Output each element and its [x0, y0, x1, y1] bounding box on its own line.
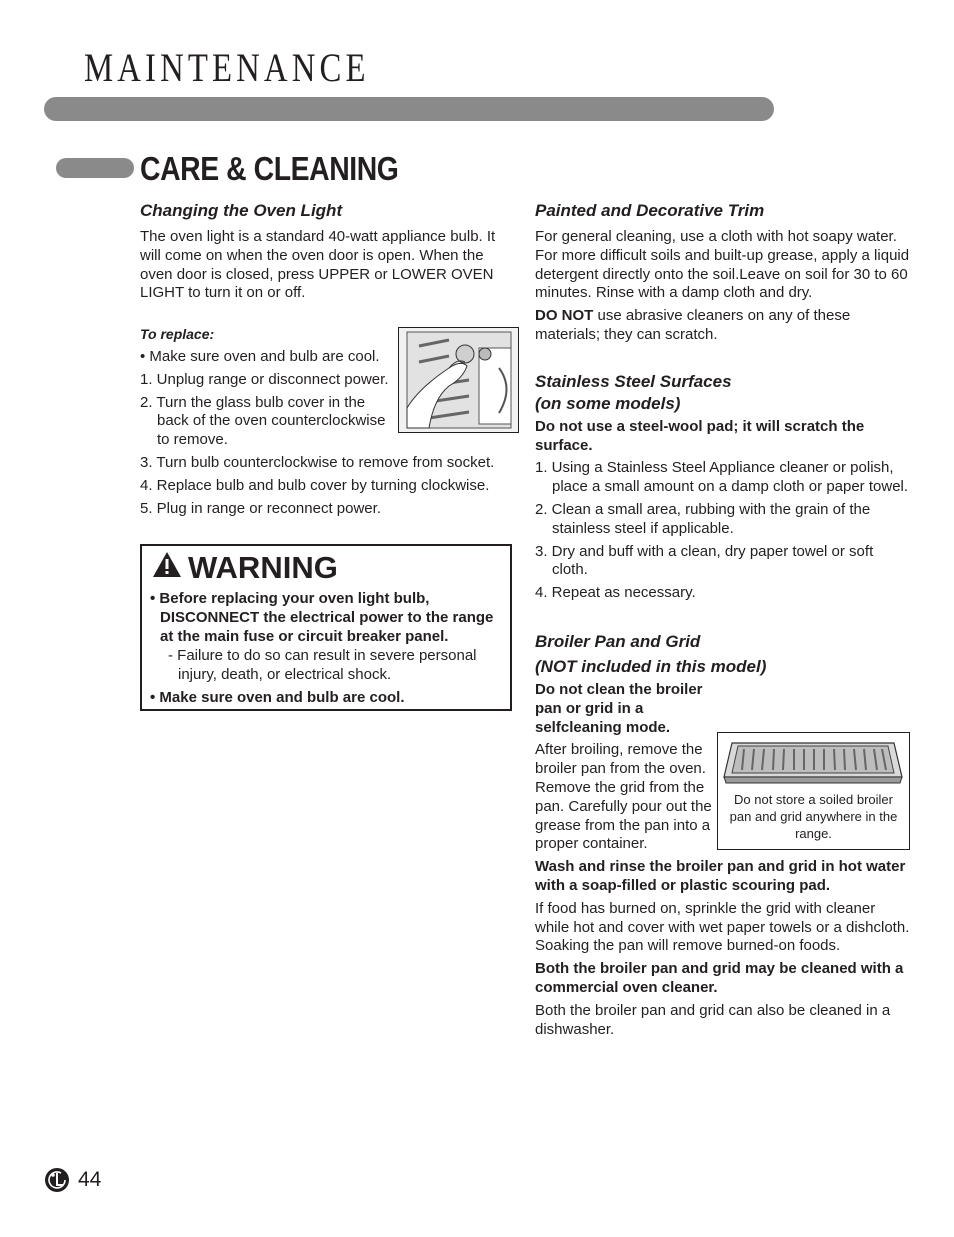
step-3: 3. Turn bulb counterclockwise to remove from socket.	[140, 453, 495, 471]
step-cool: • Make sure oven and bulb are cool.	[140, 347, 380, 365]
left-column	[140, 200, 515, 706]
broiler-p5: Both the broiler pan and grid may be cleaned with a commercial oven cleaner.	[535, 960, 904, 996]
trim-heading: Painted and Decorative Trim	[535, 201, 765, 220]
warning-item-1-sub: - Failure to do so can result in severe personal injury, death, or electrical shock.	[168, 647, 477, 684]
steel-step-1: 1. Using a Stainless Steel Appliance cleaner or polish, place a small amount on a damp cloth or paper towel.	[535, 459, 909, 496]
page-title: MAINTENANCE	[84, 45, 370, 90]
broiler-p2: After broiling, remove the broiler pan from the oven. Remove the grid from the pan. Carefully pour out the grease from the pan into a proper container.	[535, 741, 712, 853]
to-replace-label: To replace:	[140, 326, 215, 343]
steel-step-4: 4. Repeat as necessary.	[535, 584, 696, 602]
trim-body: For general cleaning, use a cloth with hot soapy water. For more difficult soils and built-up grease, apply a liquid detergent directly onto the soil.Leave on soil for 30 to 60 minutes. Rinse with a damp cloth and dry.	[535, 228, 910, 302]
oven-light-intro: The oven light is a standard 40-watt appliance bulb. It will come on when the oven door is open. When the oven door is closed, press UPPER or LOWER OVEN LIGHT to turn it on or off.	[140, 228, 496, 302]
broiler-heading: Broiler Pan and Grid (NOT included in this model)	[535, 631, 767, 676]
lg-logo-icon	[44, 1167, 70, 1193]
warning-box	[140, 544, 512, 711]
broiler-caption: Do not store a soiled broiler pan and grid anywhere in the range.	[729, 792, 898, 841]
header-bar	[44, 97, 774, 121]
oven-light-heading: Changing the Oven Light	[140, 201, 343, 220]
step-5: 5. Plug in range or reconnect power.	[140, 499, 381, 517]
steel-step-3: 3. Dry and buff with a clean, dry paper towel or soft cloth.	[535, 542, 874, 579]
broiler-pan-illustration	[717, 732, 910, 850]
warning-item-1: • Before replacing your oven light bulb, DISCONNECT the electrical power to the range at the main fuse or circuit breaker panel.	[150, 590, 494, 645]
right-column	[535, 200, 910, 1043]
step-1: 1. Unplug range or disconnect power.	[140, 370, 389, 388]
warning-title: WARNING	[188, 550, 338, 585]
page-number: 44	[78, 1168, 102, 1191]
section-tab	[56, 158, 134, 178]
broiler-p6: Both the broiler pan and grid can also be cleaned in a dishwasher.	[535, 1001, 891, 1038]
step-2: 2. Turn the glass bulb cover in the back of the oven counterclockwise to remove.	[140, 393, 386, 449]
broiler-p4: If food has burned on, sprinkle the grid with cleaner while hot and cover with wet paper towels or a dishcloth. Soaking the pan will remove burned-on foods.	[535, 899, 910, 955]
broiler-p1: Do not clean the broiler pan or grid in a selfcleaning mode.	[535, 680, 703, 736]
oven-light-illustration	[398, 327, 519, 433]
warning-triangle-icon	[152, 550, 182, 586]
warning-item-2: • Make sure oven and bulb are cool.	[150, 688, 405, 706]
broiler-p3: Wash and rinse the broiler pan and grid in hot water with a soap-filled or plastic scouring pad.	[535, 858, 906, 894]
steel-heading: Stainless Steel Surfaces (on some models)	[535, 371, 732, 413]
section-title: CARE & CLEANING	[140, 150, 399, 187]
steel-step-2: 2. Clean a small area, rubbing with the grain of the stainless steel if applicable.	[535, 500, 871, 537]
steel-warning: Do not use a steel-wool pad; it will scratch the surface.	[535, 417, 865, 454]
trim-donot: DO NOT use abrasive cleaners on any of these materials; they can scratch.	[535, 307, 851, 343]
step-4: 4. Replace bulb and bulb cover by turning clockwise.	[140, 476, 490, 494]
